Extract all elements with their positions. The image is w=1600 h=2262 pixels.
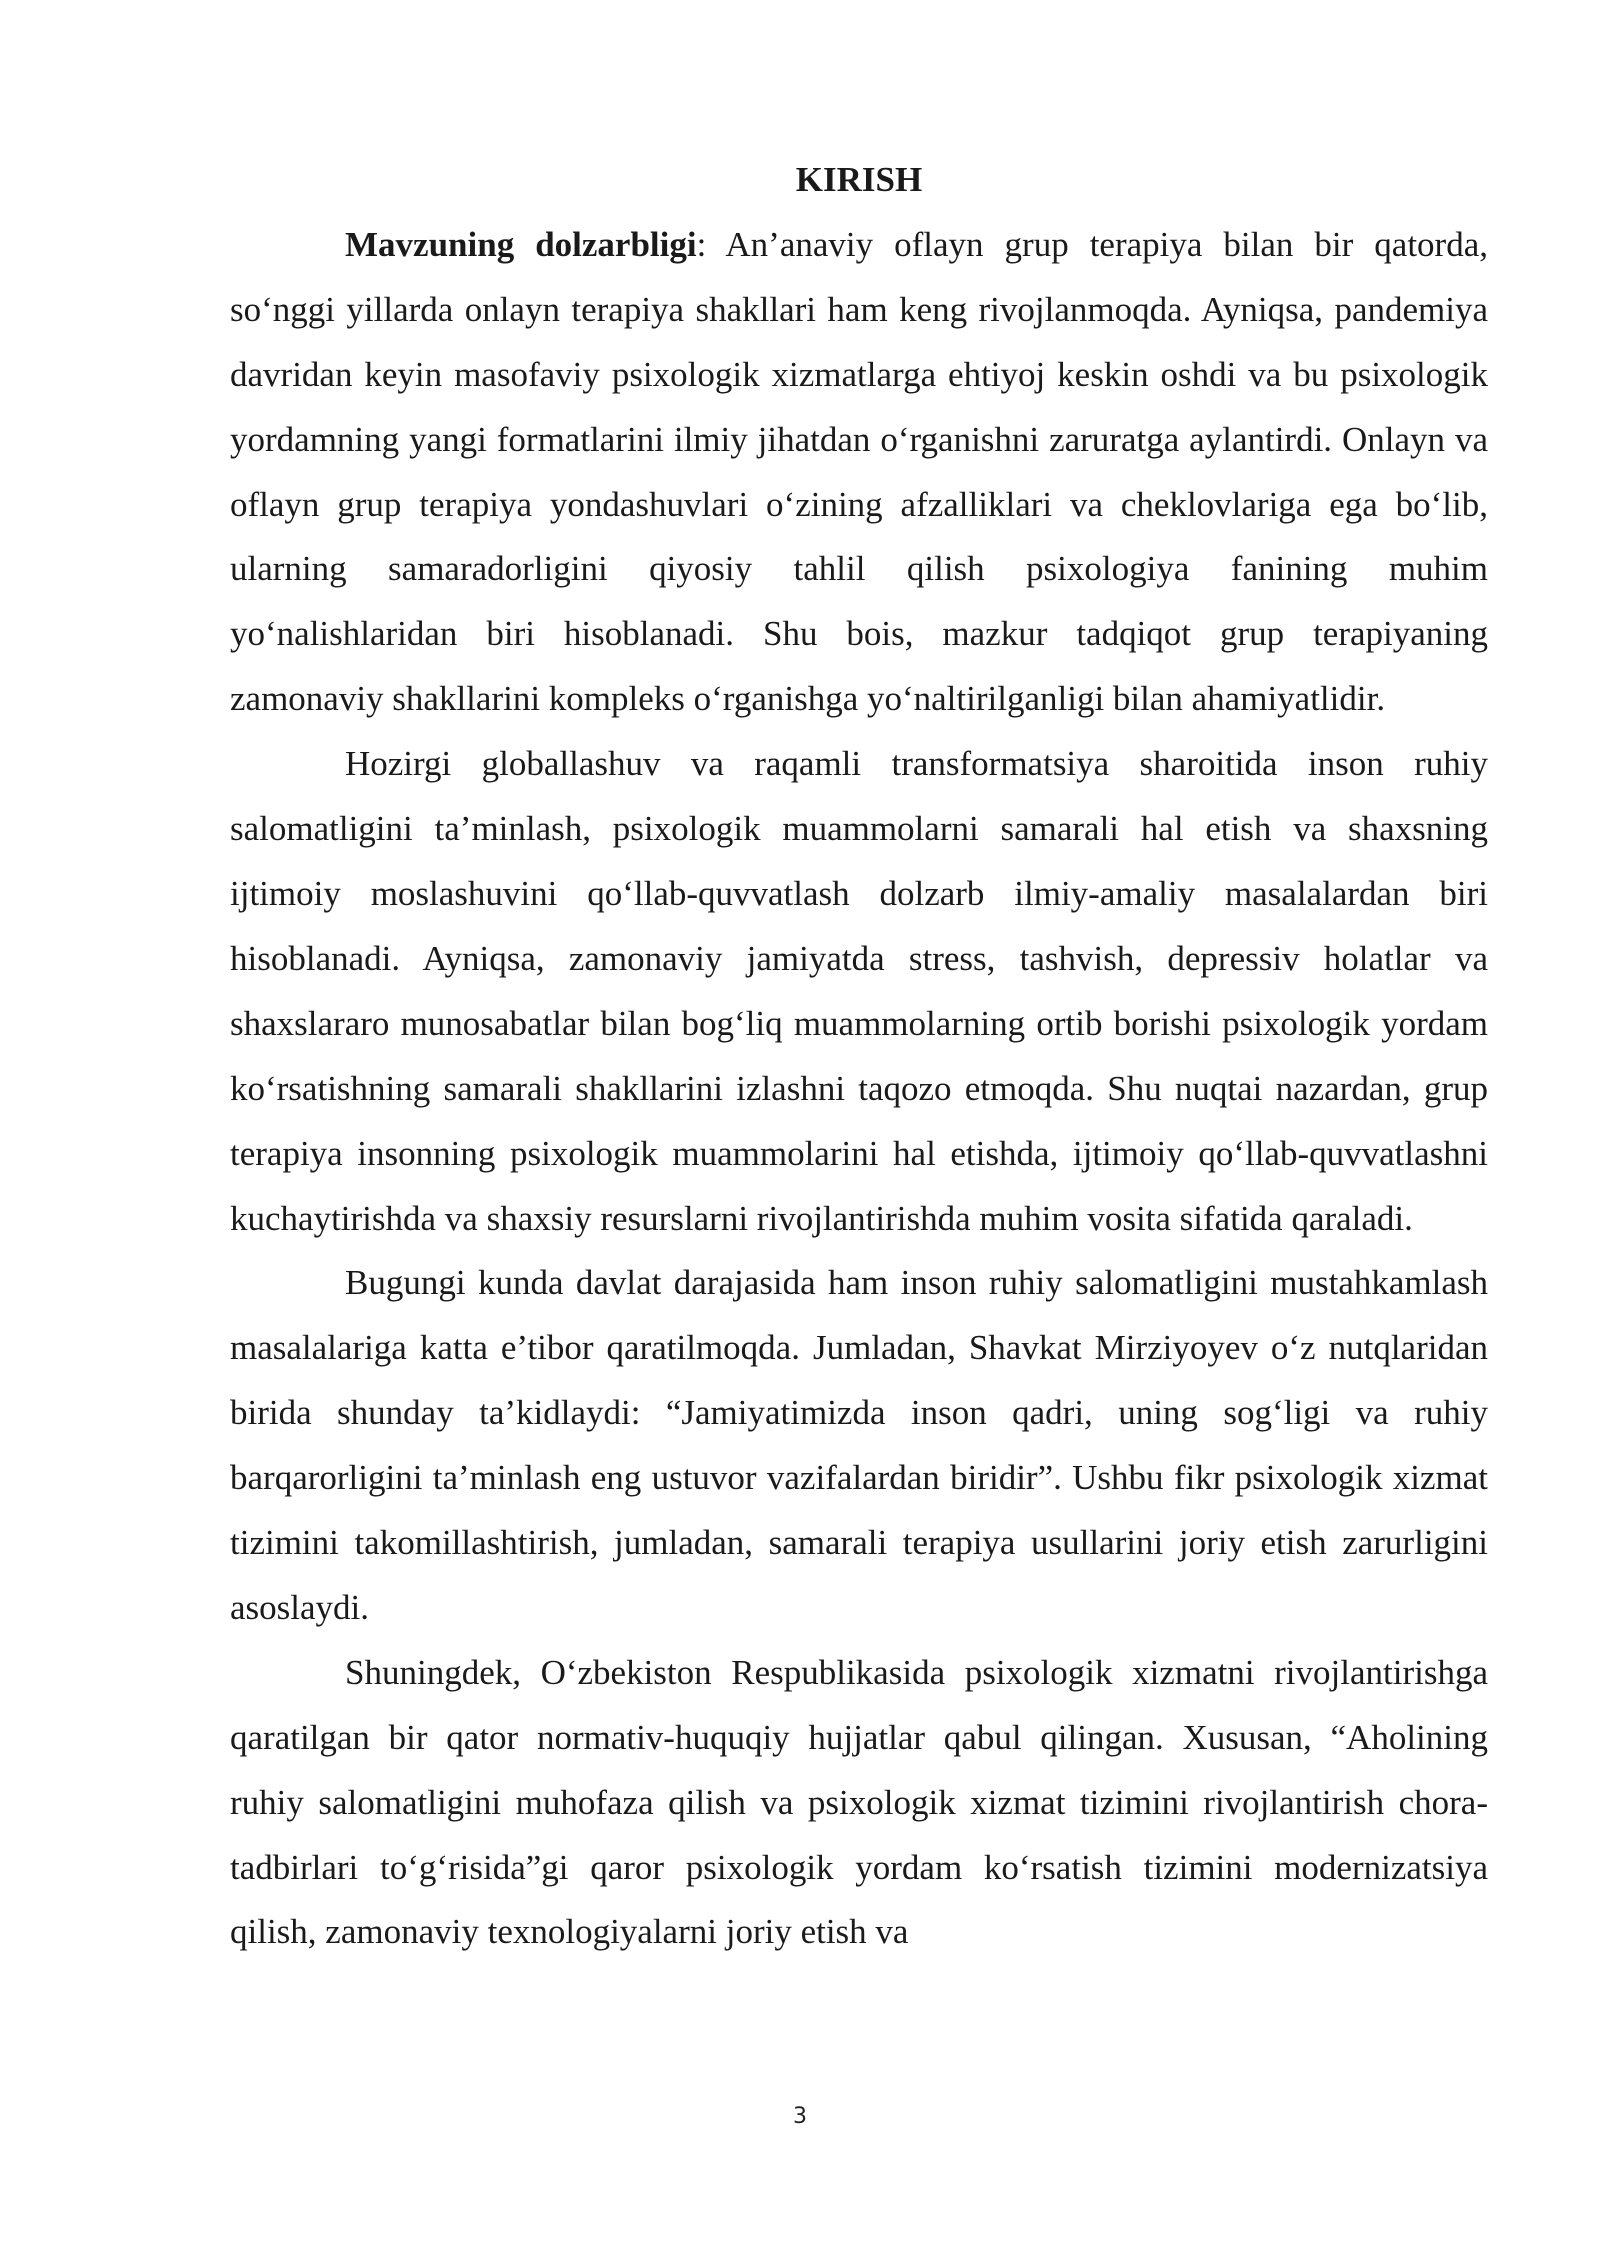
page-number: 3: [793, 2104, 807, 2129]
paragraph-state-level: Bugungi kunda davlat darajasida ham inson ruhiy salomatligini mustahkamlash masalalariga katta e’tibor qaratilmoqda. Jumladan, Shavkat Mirziyoyev o‘z nutqlaridan birida shunday ta’kidlaydi: “Jamiyatimizda inson qadri, uning sog‘ligi va ruhiy barqarorligini ta’minlash eng ustuvor vazifalardan biridir”. Ushbu fikr psixologik xizmat tizimini takomillashtirish, jumladan, samarali terapiya usullarini joriy etish zarurligini asoslaydi.: [230, 1263, 1488, 1627]
paragraph-globalization: Hozirgi globallashuv va raqamli transformatsiya sharoitida inson ruhiy salomatligini ta’minlash, psixologik muammolarni samarali hal etish va shaxsning ijtimoiy moslashuvini qo‘llab-quvvatlash dolzarb ilmiy-amaliy masalalardan biri hisoblanadi. Ayniqsa, zamonaviy jamiyatda stress, tashvish, depressiv holatlar va shaxslararo munosabatlar bilan bog‘liq muammolarning ortib borishi psixologik yordam ko‘rsatishning samarali shakllarini izlashni taqozo etmoqda. Shu nuqtai nazardan, grup terapiya insonning psixologik muammolarini hal etishda, ijtimoiy qo‘llab-quvvatlashni kuchaytirishda va shaxsiy resurslarni rivojlantirishda muhim vosita sifatida qaraladi.: [230, 744, 1488, 1238]
paragraph-text: An’anaviy oflayn grup terapiya bilan bir qatorda, so‘nggi yillarda onlayn terapiya shakllari ham keng rivojlanmoqda. Ayniqsa, pandemiya davridan keyin masofaviy psixologik xizmatlarga ehtiyoj keskin oshdi va bu psixologik yordamning yangi formatlarini ilmiy jihatdan o‘rganishni zaruratga aylantirdi. Onlayn va oflayn grup terapiya yondashuvlari o‘zining afzalliklari va cheklovlariga ega bo‘lib, ularning samaradorligini qiyosiy tahlil qilish psixologiya fanining muhim yo‘nalishlaridan biri hisoblanadi. Shu bois, mazkur tadqiqot grup terapiyaning zamonaviy shakllarini kompleks o‘rganishga yo‘naltirilganligi bilan ahamiyatlidir.: [230, 224, 1488, 719]
paragraph-relevance: [230, 213, 1488, 732]
paragraph-lead-term: Mavzuning dolzarbligi: [345, 224, 697, 264]
section-heading: KIRISH: [795, 160, 923, 199]
document-body: [230, 148, 1488, 1965]
paragraph-lead-colon: :: [696, 224, 707, 264]
paragraph-normative-acts: Shuningdek, O‘zbekiston Respublikasida psixologik xizmatni rivojlantirishga qaratilgan bir qator normativ-huquqiy hujjatlar qabul qilingan. Xususan, “Aholining ruhiy salomatligini muhofaza qilish va psixologik xizmat tizimini rivojlantirish chora-tadbirlari to‘g‘risida”gi qaror psixologik yordam ko‘rsatish tizimini modernizatsiya qilish, zamonaviy texnologiyalarni joriy etish va: [230, 1652, 1488, 1952]
